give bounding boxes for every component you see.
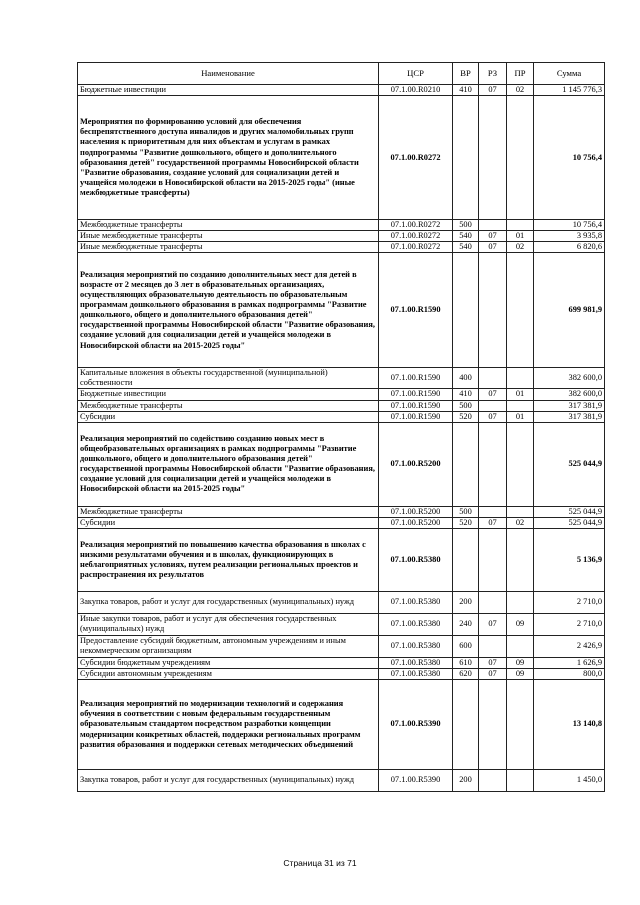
- cell-csr: 07.1.00.R5380: [379, 668, 453, 679]
- cell-name: Межбюджетные трансферты: [78, 506, 379, 517]
- cell-rz: [479, 400, 507, 411]
- cell-vr: [453, 253, 479, 368]
- cell-rz: 07: [479, 231, 507, 242]
- cell-csr: 07.1.00.R0272: [379, 220, 453, 231]
- table-row: [78, 506, 605, 517]
- cell-vr: [453, 528, 479, 591]
- cell-vr: 200: [453, 770, 479, 792]
- cell-vr: 410: [453, 85, 479, 96]
- cell-csr: 07.1.00.R5390: [379, 680, 453, 770]
- cell-csr: 07.1.00.R5380: [379, 528, 453, 591]
- cell-pr: [507, 770, 534, 792]
- cell-rz: [479, 253, 507, 368]
- cell-sum: 699 981,9: [534, 253, 605, 368]
- cell-vr: 600: [453, 635, 479, 657]
- cell-sum: 382 600,0: [534, 389, 605, 400]
- table-row: [78, 400, 605, 411]
- cell-csr: 07.1.00.R5200: [379, 422, 453, 506]
- cell-rz: [479, 506, 507, 517]
- cell-rz: [479, 368, 507, 389]
- budget-table-container: [77, 62, 604, 792]
- cell-sum: 525 044,9: [534, 422, 605, 506]
- cell-pr: [507, 680, 534, 770]
- cell-name: Субсидии: [78, 411, 379, 422]
- table-row: [78, 96, 605, 220]
- cell-csr: 07.1.00.R1590: [379, 411, 453, 422]
- cell-vr: 400: [453, 368, 479, 389]
- cell-name: Закупка товаров, работ и услуг для государственных (муниципальных) нужд: [78, 770, 379, 792]
- cell-sum: 317 381,9: [534, 400, 605, 411]
- cell-csr: 07.1.00.R1590: [379, 253, 453, 368]
- cell-rz: [479, 770, 507, 792]
- cell-vr: 500: [453, 220, 479, 231]
- table-row: [78, 680, 605, 770]
- cell-name: Субсидии автономным учреждениям: [78, 668, 379, 679]
- cell-csr: 07.1.00.R1590: [379, 389, 453, 400]
- table-row: [78, 613, 605, 635]
- cell-name: Реализация мероприятий по повышению качества образования в школах с низкими результатами обучения и в школах, функционирующих в неблагоприятных условиях, путем реализации региональных проектов и распространения их результатов: [78, 528, 379, 591]
- cell-rz: 07: [479, 85, 507, 96]
- cell-pr: 01: [507, 411, 534, 422]
- header-pr: ПР: [507, 63, 534, 85]
- cell-sum: 2 710,0: [534, 613, 605, 635]
- table-header-row: [78, 63, 605, 85]
- cell-pr: [507, 96, 534, 220]
- cell-name: Иные межбюджетные трансферты: [78, 242, 379, 253]
- cell-rz: 07: [479, 613, 507, 635]
- table-row: [78, 668, 605, 679]
- cell-sum: 525 044,9: [534, 517, 605, 528]
- cell-vr: 410: [453, 389, 479, 400]
- table-row: [78, 422, 605, 506]
- cell-sum: 3 935,8: [534, 231, 605, 242]
- cell-pr: 02: [507, 85, 534, 96]
- cell-rz: 07: [479, 657, 507, 668]
- header-vr: ВР: [453, 63, 479, 85]
- cell-rz: [479, 591, 507, 613]
- table-row: [78, 368, 605, 389]
- table-row: [78, 411, 605, 422]
- cell-csr: 07.1.00.R0272: [379, 242, 453, 253]
- cell-csr: 07.1.00.R5200: [379, 517, 453, 528]
- cell-name: Субсидии: [78, 517, 379, 528]
- cell-name: Межбюджетные трансферты: [78, 220, 379, 231]
- cell-pr: 09: [507, 657, 534, 668]
- header-rz: РЗ: [479, 63, 507, 85]
- cell-vr: [453, 422, 479, 506]
- cell-csr: 07.1.00.R5380: [379, 613, 453, 635]
- cell-csr: 07.1.00.R1590: [379, 368, 453, 389]
- cell-name: Капитальные вложения в объекты государственной (муниципальной) собственности: [78, 368, 379, 389]
- cell-pr: 09: [507, 613, 534, 635]
- cell-pr: [507, 253, 534, 368]
- cell-sum: 800,0: [534, 668, 605, 679]
- cell-csr: 07.1.00.R0272: [379, 96, 453, 220]
- cell-sum: 2 426,9: [534, 635, 605, 657]
- table-row: [78, 635, 605, 657]
- cell-rz: 07: [479, 668, 507, 679]
- table-row: [78, 231, 605, 242]
- cell-rz: [479, 635, 507, 657]
- cell-name: Закупка товаров, работ и услуг для государственных (муниципальных) нужд: [78, 591, 379, 613]
- cell-pr: 02: [507, 242, 534, 253]
- cell-rz: [479, 96, 507, 220]
- cell-pr: [507, 591, 534, 613]
- cell-sum: 1 450,0: [534, 770, 605, 792]
- cell-pr: [507, 220, 534, 231]
- cell-pr: [507, 422, 534, 506]
- cell-pr: 09: [507, 668, 534, 679]
- cell-rz: [479, 422, 507, 506]
- cell-vr: 540: [453, 242, 479, 253]
- cell-rz: 07: [479, 411, 507, 422]
- cell-vr: 610: [453, 657, 479, 668]
- cell-vr: [453, 96, 479, 220]
- cell-vr: 200: [453, 591, 479, 613]
- cell-pr: 02: [507, 517, 534, 528]
- cell-csr: 07.1.00.R5390: [379, 770, 453, 792]
- cell-rz: 07: [479, 517, 507, 528]
- cell-pr: [507, 506, 534, 517]
- cell-csr: 07.1.00.R5200: [379, 506, 453, 517]
- cell-vr: 540: [453, 231, 479, 242]
- header-sum: Сумма: [534, 63, 605, 85]
- cell-vr: 520: [453, 517, 479, 528]
- cell-rz: 07: [479, 389, 507, 400]
- cell-sum: 1 145 776,3: [534, 85, 605, 96]
- cell-sum: 10 756,4: [534, 96, 605, 220]
- header-csr: ЦСР: [379, 63, 453, 85]
- cell-pr: 01: [507, 389, 534, 400]
- cell-vr: 240: [453, 613, 479, 635]
- table-row: [78, 389, 605, 400]
- cell-sum: 1 626,9: [534, 657, 605, 668]
- cell-csr: 07.1.00.R5380: [379, 591, 453, 613]
- cell-vr: 500: [453, 400, 479, 411]
- cell-csr: 07.1.00.R5380: [379, 657, 453, 668]
- cell-rz: [479, 220, 507, 231]
- table-row: [78, 657, 605, 668]
- cell-name: Бюджетные инвестиции: [78, 85, 379, 96]
- cell-csr: 07.1.00.R0210: [379, 85, 453, 96]
- table-row: [78, 517, 605, 528]
- cell-name: Реализация мероприятий по содействию созданию новых мест в общеобразовательных организациях в рамках подпрограммы "Развитие дошкольного, общего и дополнительного образования детей" государственной программы Новосибирской области "Развитие образования, создание условий для социализации детей и учащейся молодежи в Новосибирской области на 2015-2025 годы": [78, 422, 379, 506]
- cell-pr: [507, 400, 534, 411]
- cell-vr: 620: [453, 668, 479, 679]
- cell-sum: 317 381,9: [534, 411, 605, 422]
- cell-pr: [507, 635, 534, 657]
- table-row: [78, 253, 605, 368]
- table-row: [78, 85, 605, 96]
- table-row: [78, 220, 605, 231]
- cell-pr: [507, 368, 534, 389]
- cell-pr: 01: [507, 231, 534, 242]
- cell-name: Иные межбюджетные трансферты: [78, 231, 379, 242]
- table-row: [78, 528, 605, 591]
- cell-name: Субсидии бюджетным учреждениям: [78, 657, 379, 668]
- cell-name: Иные закупки товаров, работ и услуг для обеспечения государственных (муниципальных) нужд: [78, 613, 379, 635]
- cell-sum: 5 136,9: [534, 528, 605, 591]
- cell-name: Реализация мероприятий по созданию дополнительных мест для детей в возрасте от 2 месяцев до 3 лет в образовательных организациях, осуществляющих образовательную деятельность по образовательным программам дошкольного образования в рамках подпрограммы "Развитие дошкольного, общего и дополнительного образования детей" государственной программы Новосибирской области "Развитие образования, создание условий для социализации детей и учащейся молодежи в Новосибирской области на 2015-2025 годы": [78, 253, 379, 368]
- cell-vr: 500: [453, 506, 479, 517]
- cell-sum: 525 044,9: [534, 506, 605, 517]
- table-row: [78, 591, 605, 613]
- header-name: Наименование: [78, 63, 379, 85]
- cell-name: Бюджетные инвестиции: [78, 389, 379, 400]
- table-row: [78, 242, 605, 253]
- cell-name: Мероприятия по формированию условий для обеспечения беспрепятственного доступа инвалидов и других маломобильных групп населения к приоритетным для них объектам и услугам в рамках подпрограммы "Развитие дошкольного, общего и дополнительного образования детей" государственной программы Новосибирской области "Развитие образования, создание условий для социализации детей и учащейся молодежи в Новосибирской области на 2015-2025 годы" (иные межбюджетные трансферты): [78, 96, 379, 220]
- cell-name: Реализация мероприятий по модернизации технологий и содержания обучения в соответствии с новым федеральным государственным образовательным стандартом посредством разработки концепции модернизации конкретных областей, поддержки региональных программ развития образования и поддержки сетевых методических объединений: [78, 680, 379, 770]
- budget-table: [77, 62, 605, 792]
- table-row: [78, 770, 605, 792]
- cell-sum: 10 756,4: [534, 220, 605, 231]
- cell-name: Предоставление субсидий бюджетным, автономным учреждениям и иным некоммерческим организациям: [78, 635, 379, 657]
- cell-sum: 2 710,0: [534, 591, 605, 613]
- cell-name: Межбюджетные трансферты: [78, 400, 379, 411]
- cell-sum: 6 820,6: [534, 242, 605, 253]
- cell-rz: [479, 528, 507, 591]
- cell-csr: 07.1.00.R0272: [379, 231, 453, 242]
- cell-sum: 13 140,8: [534, 680, 605, 770]
- cell-rz: [479, 680, 507, 770]
- cell-csr: 07.1.00.R5380: [379, 635, 453, 657]
- cell-sum: 382 600,0: [534, 368, 605, 389]
- page-number: Страница 31 из 71: [283, 858, 357, 868]
- cell-vr: [453, 680, 479, 770]
- cell-rz: 07: [479, 242, 507, 253]
- cell-csr: 07.1.00.R1590: [379, 400, 453, 411]
- cell-pr: [507, 528, 534, 591]
- cell-vr: 520: [453, 411, 479, 422]
